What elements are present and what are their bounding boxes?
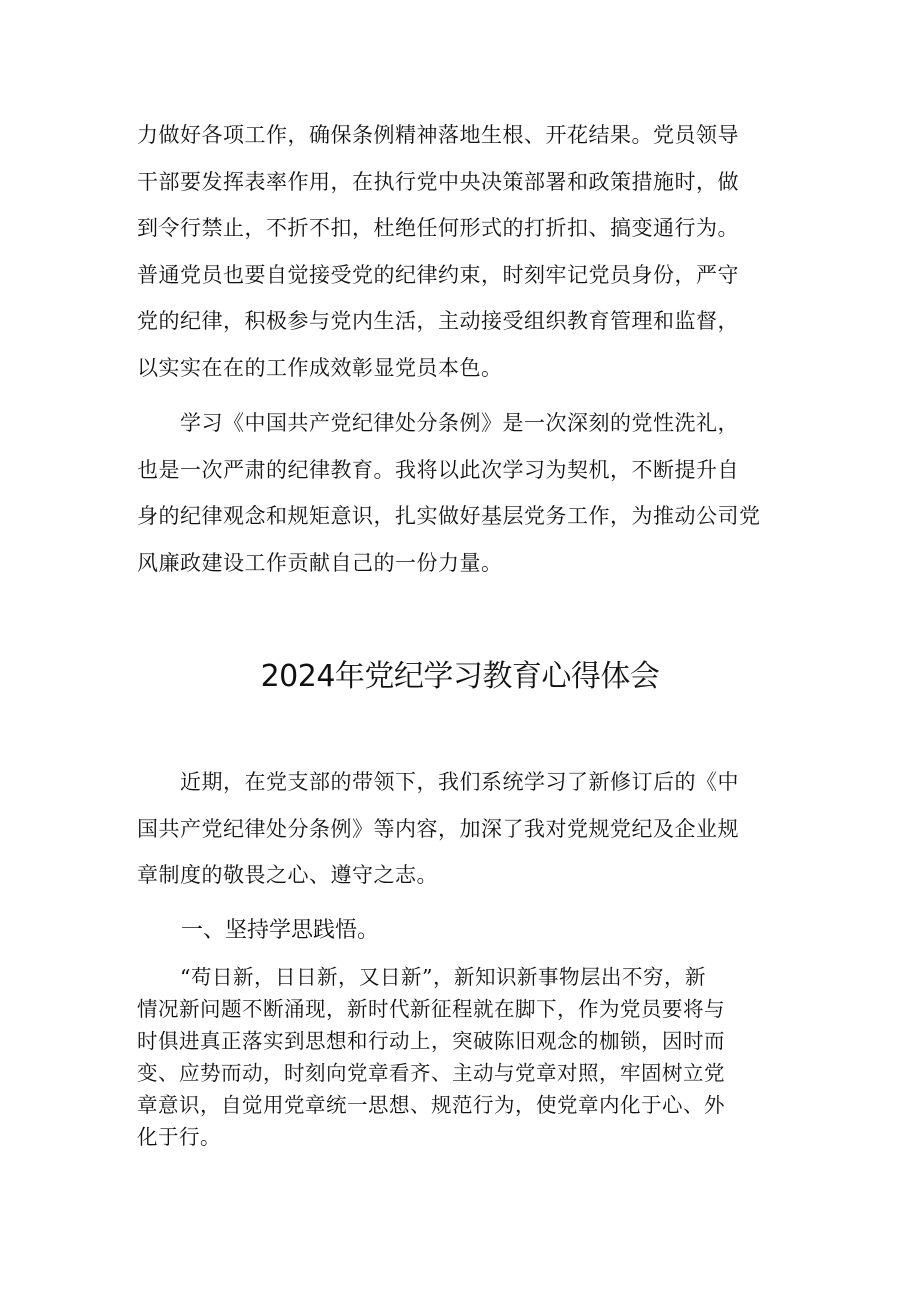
text-line: 党的纪律，积极参与党内生活，主动接受组织教育管理和监督， — [137, 309, 739, 333]
paragraph-discipline-role — [137, 112, 797, 391]
text-line: 风廉政建设工作贡献自己的一份力量。 — [137, 550, 503, 575]
text-line: 身的纪律观念和规矩意识，扎实做好基层党务工作，为推动公司党 — [137, 504, 761, 528]
text-line: 章制度的敬畏之心、遵守之志。 — [137, 863, 438, 887]
text-line: 也是一次严肃的纪律教育。我将以此次学习为契机，不断提升自 — [137, 457, 739, 482]
text-line: 化于行。 — [137, 1125, 221, 1149]
section-heading: 一、坚持学思践悟。 — [181, 918, 380, 943]
document-title: 2024年党纪学习教育心得体会 — [260, 659, 660, 694]
text-line: 力做好各项工作，确保条例精神落地生根、开花结果。党员领导 — [137, 123, 739, 147]
text-line: 情况新问题不断涌现，新时代新征程就在脚下，作为党员要将与 — [137, 997, 725, 1021]
text-line: 干部要发挥表率作用，在执行党中央决策部署和政策措施时，做 — [137, 169, 739, 194]
text-line: “苟日新，日日新，又日新”，新知识新事物层出不穷，新 — [180, 965, 706, 989]
text-line: 章意识，自觉用党章统一思想、规范行为，使党章内化于心、外 — [137, 1093, 725, 1117]
text-line: 国共产党纪律处分条例》等内容，加深了我对党规党纪及企业规 — [137, 816, 739, 841]
paragraph-intro — [137, 759, 797, 899]
text-line: 学习《中国共产党纪律处分条例》是一次深刻的党性洗礼， — [180, 411, 739, 435]
paragraph-section-one — [137, 961, 797, 1153]
text-line: 到令行禁止，不折不扣，杜绝任何形式的打折扣、搞变通行为。 — [137, 216, 739, 240]
text-line: 变、应势而动，时刻向党章看齐、主动与党章对照，牢固树立党 — [137, 1061, 725, 1085]
text-line: 普通党员也要自觉接受党的纪律约束，时刻牢记党员身份，严守 — [137, 262, 739, 287]
paragraph-conclusion — [137, 400, 797, 586]
text-line: 近期，在党支部的带领下，我们系统学习了新修订后的《中 — [180, 770, 739, 794]
text-line: 以实实在在的工作成效彰显党员本色。 — [137, 355, 503, 380]
text-line: 时俱进真正落实到思想和行动上，突破陈旧观念的枷锁，因时而 — [137, 1029, 725, 1053]
